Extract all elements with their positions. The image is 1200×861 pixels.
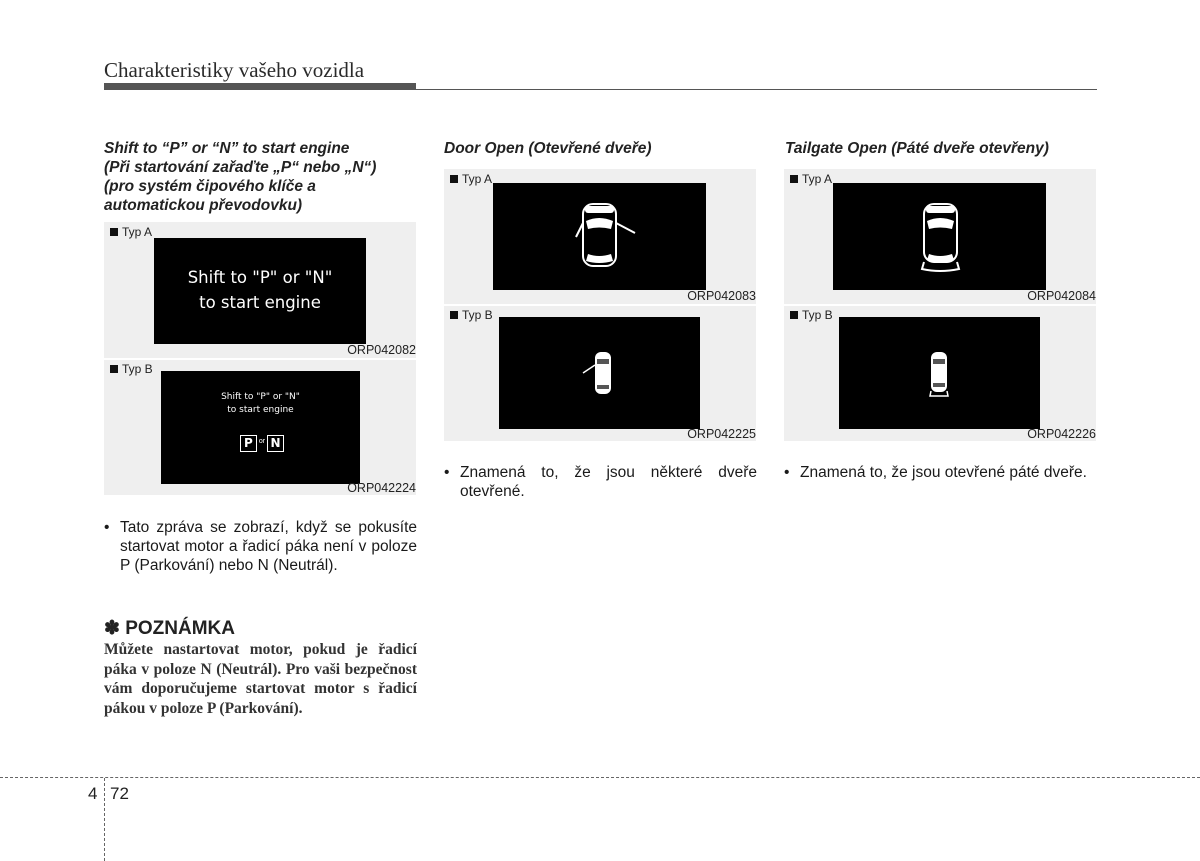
figure-divider	[784, 304, 1096, 306]
label-typ-b: Typ B	[450, 308, 493, 322]
figure-code: ORP042084	[1027, 289, 1096, 303]
section-heading-door-open: Door Open (Otevřené dveře)	[444, 140, 652, 157]
figure-code: ORP042226	[1027, 427, 1096, 441]
figure-divider	[104, 358, 416, 360]
display-screen-typ-b	[161, 371, 360, 484]
label-typ-a: Typ A	[450, 172, 492, 186]
figure-shift-to-start	[104, 222, 416, 495]
car-tailgate-open-icon	[919, 199, 963, 273]
heading-line: Shift to “P” or “N” to start engine	[104, 140, 350, 157]
car-door-open-icon	[579, 349, 619, 397]
bullet-dot: •	[784, 464, 790, 481]
gear-n-box: N	[267, 435, 284, 452]
page-number: 72	[110, 784, 129, 803]
square-bullet-icon	[450, 311, 458, 319]
car-door-open-icon	[573, 199, 643, 271]
bullet-door-open: • Znamená to, že jsou některé dveře otevřené.	[444, 464, 757, 500]
footer-dashed-divider	[104, 778, 105, 861]
label-typ-b: Typ B	[790, 308, 833, 322]
bullet-dot: •	[444, 464, 450, 481]
section-heading-shift	[104, 139, 424, 215]
bullet-dot: •	[104, 519, 110, 536]
heading-line: automatickou převodovku)	[104, 197, 303, 214]
square-bullet-icon	[110, 228, 118, 236]
label-typ-b: Typ B	[110, 362, 153, 376]
gear-indicator	[232, 435, 292, 452]
square-bullet-icon	[450, 175, 458, 183]
figure-code: ORP042225	[687, 427, 756, 441]
header-rule-thin	[104, 89, 1097, 90]
heading-line: (Při startování zařaďte „P“ nebo „N“)	[104, 159, 377, 176]
gear-p-box: P	[240, 435, 257, 452]
figure-code: ORP042082	[347, 343, 416, 357]
display-screen-typ-b	[839, 317, 1040, 429]
figure-code: ORP042083	[687, 289, 756, 303]
label-typ-a: Typ A	[110, 225, 152, 239]
gear-or-text: or	[258, 438, 266, 445]
display-screen-typ-a	[493, 183, 706, 290]
display-message: Shift to "P" or "N" to start engine	[187, 268, 333, 312]
figure-code: ORP042224	[347, 481, 416, 495]
figure-divider	[444, 304, 756, 306]
page-header-title: Charakteristiky vašeho vozidla	[104, 58, 365, 82]
figure-tailgate-open	[784, 169, 1096, 441]
note-body: Můžete nastartovat motor, pokud je řadicí páka v poloze N (Neutrál). Pro vaši bezpečnost vám doporučujeme startovat motor s řadicí pákou v poloze P (Parkování).	[104, 641, 417, 717]
note-title: ✽ POZNÁMKA	[104, 618, 235, 639]
bullet-tailgate-open: • Znamená to, že jsou otevřené páté dveře.	[784, 464, 1087, 481]
bullet-shift-explanation: • Tato zpráva se zobrazí, když se pokusíte startovat motor a řadicí páka není v poloze P (Parkování) nebo N (Neutrál).	[104, 519, 417, 574]
footer-dashed-rule	[0, 777, 1200, 778]
label-typ-a: Typ A	[790, 172, 832, 186]
square-bullet-icon	[110, 365, 118, 373]
car-tailgate-open-icon	[927, 349, 951, 399]
square-bullet-icon	[790, 175, 798, 183]
heading-line: (pro systém čipového klíče a	[104, 178, 316, 195]
display-screen-typ-a	[833, 183, 1046, 290]
display-message: Shift to "P" or "N" to start engine	[221, 392, 300, 415]
figure-door-open	[444, 169, 756, 441]
section-number: 4	[88, 784, 98, 803]
section-heading-tailgate-open: Tailgate Open (Páté dveře otevřeny)	[785, 140, 1049, 157]
square-bullet-icon	[790, 311, 798, 319]
display-screen-typ-a	[154, 238, 366, 344]
display-screen-typ-b	[499, 317, 700, 429]
